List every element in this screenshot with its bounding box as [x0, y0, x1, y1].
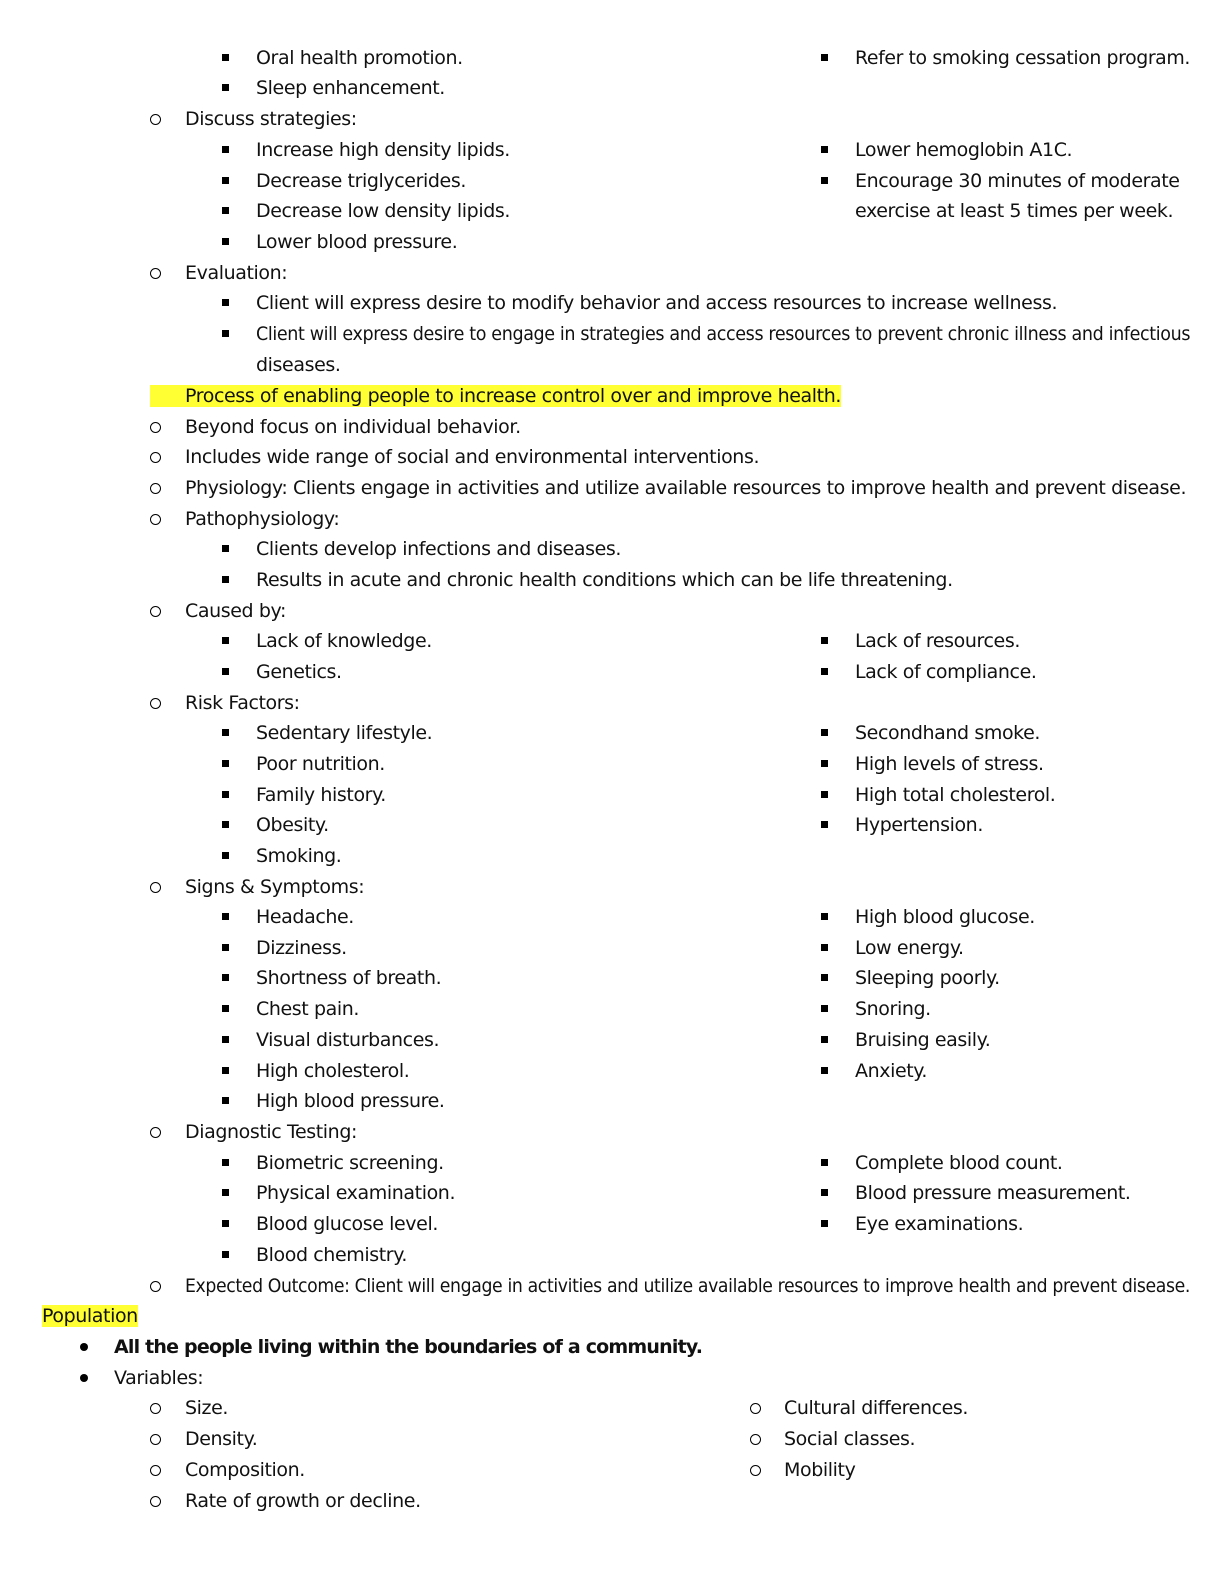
bullet-square-icon — [222, 1251, 229, 1258]
list-item-text: Social classes. — [784, 1428, 916, 1450]
list-item-text: exercise at least 5 times per week. — [855, 200, 1174, 222]
bullet-circle-icon — [150, 268, 161, 279]
list-item-text: Lack of compliance. — [855, 661, 1037, 683]
bullet-square-icon — [222, 1220, 229, 1227]
list-item-text: Dizziness. — [256, 937, 347, 959]
bullet-square-icon — [222, 1189, 229, 1196]
list-item-text: Size. — [185, 1397, 229, 1419]
bullet-square-icon — [222, 207, 229, 214]
bullet-circle-icon — [750, 1403, 761, 1414]
list-item-text: Obesity. — [256, 814, 329, 836]
bullet-circle-icon — [750, 1434, 761, 1445]
list-item-text: Expected Outcome: Client will engage in activities and utilize available resources to improve health and prevent disease. — [185, 1275, 1191, 1297]
list-item-text: Density. — [185, 1428, 258, 1450]
list-item-text: Discuss strategies: — [185, 108, 357, 130]
bullet-circle-icon — [150, 1127, 161, 1138]
bullet-square-icon — [222, 299, 229, 306]
bullet-circle-icon — [150, 514, 161, 525]
list-item-text: Blood pressure measurement. — [855, 1182, 1131, 1204]
list-item-text: Sleep enhancement. — [256, 77, 445, 99]
list-item-text: Eye examinations. — [855, 1213, 1024, 1235]
list-item-text: Lack of knowledge. — [256, 630, 432, 652]
bullet-square-icon — [222, 760, 229, 767]
list-item-text: Physiology: Clients engage in activities and utilize available resources to improve health and prevent disease. — [185, 477, 1187, 499]
list-item-text: Poor nutrition. — [256, 753, 385, 775]
bullet-circle-icon — [150, 882, 161, 893]
bullet-square-icon — [821, 54, 828, 61]
list-item-text: Lower blood pressure. — [256, 231, 458, 253]
list-item-text: Sedentary lifestyle. — [256, 722, 433, 744]
list-item-text: Family history. — [256, 784, 386, 806]
bullet-square-icon — [821, 944, 828, 951]
list-item-text: Anxiety. — [855, 1060, 928, 1082]
bullet-square-icon — [222, 146, 229, 153]
bullet-dot-icon — [80, 1343, 88, 1351]
list-item-text: Bruising easily. — [855, 1029, 991, 1051]
bullet-square-icon — [222, 238, 229, 245]
bullet-square-icon — [222, 913, 229, 920]
list-item-text: Lack of resources. — [855, 630, 1020, 652]
bullet-square-icon — [821, 821, 828, 828]
bullet-square-icon — [821, 913, 828, 920]
list-item-text: Includes wide range of social and environmental interventions. — [185, 446, 760, 468]
bullet-square-icon — [821, 729, 828, 736]
list-item-text: Smoking. — [256, 845, 342, 867]
list-item-text: Client will express desire to engage in strategies and access resources to prevent chronic illness and infectious — [256, 323, 1191, 345]
list-item-text: Complete blood count. — [855, 1152, 1063, 1174]
list-item-text: High levels of stress. — [855, 753, 1044, 775]
bullet-square-icon — [821, 177, 828, 184]
list-item-text: Headache. — [256, 906, 354, 928]
bullet-circle-icon — [750, 1465, 761, 1476]
bullet-circle-icon — [150, 422, 161, 433]
bullet-circle-icon — [150, 1465, 161, 1476]
list-item-text: High blood pressure. — [256, 1090, 445, 1112]
bullet-square-icon — [821, 1005, 828, 1012]
bullet-square-icon — [821, 791, 828, 798]
list-item-text: High blood glucose. — [855, 906, 1035, 928]
list-item-text: Process of enabling people to increase control over and improve health. — [185, 382, 841, 410]
list-item-text: Mobility — [784, 1459, 856, 1481]
bullet-square-icon — [222, 1159, 229, 1166]
bullet-square-icon — [222, 1067, 229, 1074]
list-item-text: Chest pain. — [256, 998, 360, 1020]
bullet-circle-icon — [150, 483, 161, 494]
bullet-square-icon — [222, 54, 229, 61]
bullet-square-icon — [222, 821, 229, 828]
bullet-square-icon — [222, 791, 229, 798]
list-item-text: Diagnostic Testing: — [185, 1121, 357, 1143]
bullet-square-icon — [222, 576, 229, 583]
list-item-text: Rate of growth or decline. — [185, 1490, 421, 1512]
bullet-square-icon — [821, 1036, 828, 1043]
bullet-square-icon — [821, 1220, 828, 1227]
list-item-text: Shortness of breath. — [256, 967, 442, 989]
list-item-text: Composition. — [185, 1459, 305, 1481]
bullet-circle-icon — [150, 452, 161, 463]
list-item-text: Snoring. — [855, 998, 931, 1020]
bullet-square-icon — [821, 1189, 828, 1196]
list-item-text: Low energy. — [855, 937, 964, 959]
list-item-text: Visual disturbances. — [256, 1029, 440, 1051]
bullet-circle-icon — [150, 1281, 161, 1292]
list-item-text: Encourage 30 minutes of moderate — [855, 170, 1180, 192]
bullet-square-icon — [821, 1159, 828, 1166]
list-item-text: High cholesterol. — [256, 1060, 410, 1082]
bullet-square-icon — [821, 146, 828, 153]
list-item-text: Blood glucose level. — [256, 1213, 438, 1235]
bullet-square-icon — [821, 637, 828, 644]
list-item-text: Variables: — [114, 1367, 204, 1389]
list-item-text: Secondhand smoke. — [855, 722, 1041, 744]
bullet-circle-icon — [150, 114, 161, 125]
list-item-text: Pathophysiology: — [185, 508, 340, 530]
bullet-circle-icon — [150, 1434, 161, 1445]
bullet-square-icon — [222, 668, 229, 675]
list-item-text: Clients develop infections and diseases. — [256, 538, 621, 560]
list-item-text: Risk Factors: — [185, 692, 300, 714]
list-item-text: High total cholesterol. — [855, 784, 1056, 806]
list-item-text: Lower hemoglobin A1C. — [855, 139, 1073, 161]
list-item-text: Sleeping poorly. — [855, 967, 1000, 989]
list-item-text: diseases. — [256, 354, 341, 376]
bullet-square-icon — [222, 944, 229, 951]
bullet-square-icon — [222, 852, 229, 859]
list-item-text: Signs & Symptoms: — [185, 876, 365, 898]
bullet-square-icon — [222, 84, 229, 91]
list-item-text: Refer to smoking cessation program. — [855, 47, 1190, 69]
bullet-square-icon — [222, 637, 229, 644]
bullet-circle-icon — [150, 1496, 161, 1507]
list-item-text: Decrease low density lipids. — [256, 200, 511, 222]
bullet-circle-icon — [150, 606, 161, 617]
bullet-square-icon — [222, 1005, 229, 1012]
bullet-square-icon — [821, 668, 828, 675]
bullet-square-icon — [821, 974, 828, 981]
list-item-text: Results in acute and chronic health conditions which can be life threatening. — [256, 569, 953, 591]
bullet-square-icon — [222, 1097, 229, 1104]
list-item-text: Client will express desire to modify behavior and access resources to increase wellness. — [256, 292, 1058, 314]
section-heading: Population — [42, 1305, 138, 1327]
list-item-text: Oral health promotion. — [256, 47, 463, 69]
list-item-text: Genetics. — [256, 661, 342, 683]
list-item-text: Hypertension. — [855, 814, 983, 836]
bullet-square-icon — [222, 729, 229, 736]
bullet-square-icon — [222, 177, 229, 184]
list-item-text: Beyond focus on individual behavior. — [185, 416, 521, 438]
list-item-text: Biometric screening. — [256, 1152, 444, 1174]
list-item-text: Decrease triglycerides. — [256, 170, 466, 192]
bullet-square-icon — [222, 330, 229, 337]
bullet-square-icon — [821, 1067, 828, 1074]
list-item-text: Physical examination. — [256, 1182, 456, 1204]
list-item-text: Caused by: — [185, 600, 286, 622]
list-item-text: All the people living within the boundaries of a community. — [114, 1336, 703, 1358]
bullet-square-icon — [222, 974, 229, 981]
bullet-dot-icon — [80, 1374, 88, 1382]
bullet-square-icon — [222, 1036, 229, 1043]
bullet-circle-icon — [150, 1403, 161, 1414]
bullet-square-icon — [821, 760, 828, 767]
list-item-text: Blood chemistry. — [256, 1244, 407, 1266]
bullet-circle-icon — [150, 698, 161, 709]
list-item-text: Cultural differences. — [784, 1397, 969, 1419]
list-item-text: Increase high density lipids. — [256, 139, 510, 161]
list-item-text: Evaluation: — [185, 262, 288, 284]
bullet-square-icon — [222, 545, 229, 552]
